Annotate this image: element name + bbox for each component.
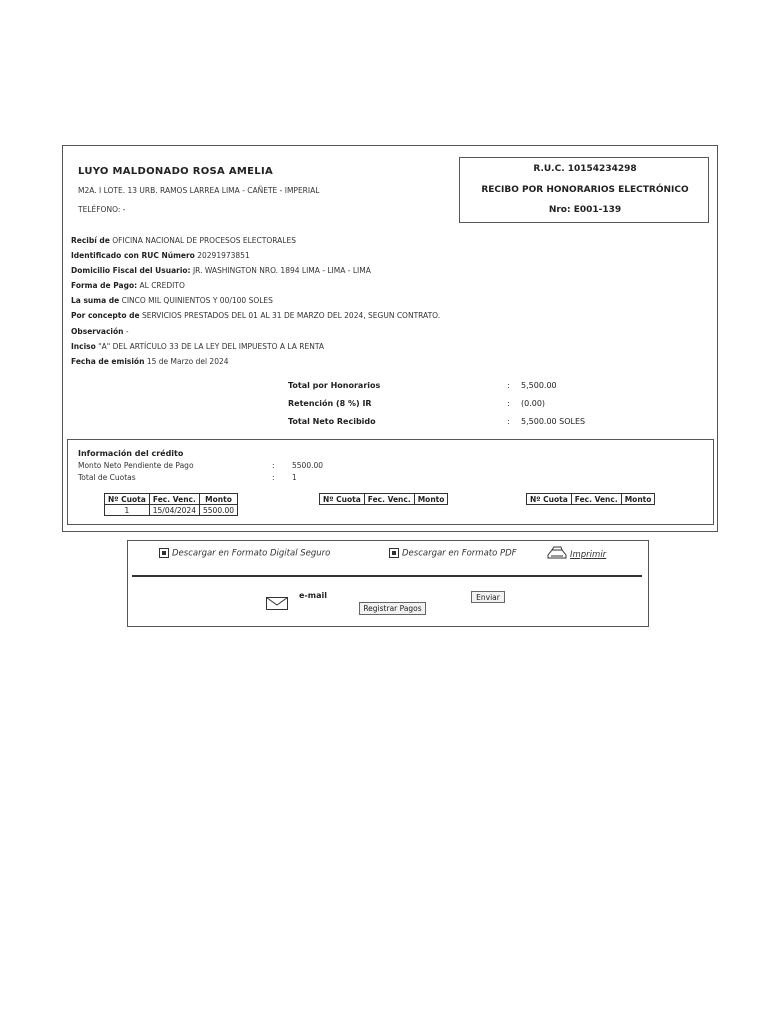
- payment-method-label: Forma de Pago:: [71, 281, 138, 290]
- retention-label: Retención (8 %) IR: [288, 399, 372, 408]
- column-header-monto: Monto: [200, 494, 238, 505]
- fecha-cell: 15/04/2024: [149, 505, 199, 516]
- table-header-row: [527, 494, 655, 505]
- download-secure-link[interactable]: [159, 548, 330, 559]
- monto-cell: 5500.00: [200, 505, 238, 516]
- amount-words-line: [71, 296, 273, 305]
- table-header-row: [320, 494, 448, 505]
- observation-label: Observación: [71, 327, 124, 336]
- envelope-icon: [266, 597, 288, 610]
- domicile-line: [71, 266, 371, 275]
- installments-label: Total de Cuotas: [78, 473, 136, 482]
- received-label: Recibí de: [71, 236, 110, 245]
- table-row: [105, 505, 238, 516]
- print-link[interactable]: [546, 546, 606, 563]
- installments-value: 1: [292, 473, 297, 482]
- client-ruc-line: [71, 251, 250, 260]
- concept-value: SERVICIOS PRESTADOS DEL 01 AL 31 DE MARZO DEL 2024, SEGUN CONTRATO.: [142, 311, 441, 320]
- concept-line: [71, 311, 440, 320]
- column-header-fecha: Fec. Venc.: [364, 494, 414, 505]
- issuer-name: LUYO MALDONADO ROSA AMELIA: [78, 166, 274, 177]
- domicile-label: Domicilio Fiscal del Usuario:: [71, 266, 191, 275]
- ruc-number: R.U.C. 10154234298: [533, 164, 637, 174]
- actions-divider: [132, 575, 642, 577]
- download-pdf-label: Descargar en Formato PDF: [402, 548, 517, 559]
- payment-method-value: AL CREDITO: [139, 281, 185, 290]
- installments-table-empty: [319, 493, 448, 505]
- total-fees-value: 5,500.00: [521, 381, 557, 390]
- installments-table-empty: [526, 493, 655, 505]
- retention-value: (0.00): [521, 399, 546, 408]
- net-total-value: 5,500.00 SOLES: [521, 417, 586, 426]
- ruc-box: [459, 157, 709, 223]
- issue-date-value: 15 de Marzo del 2024: [146, 357, 229, 366]
- download-pdf-link[interactable]: [389, 548, 517, 559]
- download-secure-label: Descargar en Formato Digital Seguro: [172, 548, 331, 559]
- column-header-cuota: Nº Cuota: [527, 494, 572, 505]
- send-button[interactable]: Enviar: [471, 591, 505, 603]
- receipt-number: Nro: E001-139: [548, 205, 622, 215]
- retention-colon: :: [507, 399, 510, 408]
- total-fees-label: Total por Honorarios: [288, 381, 381, 390]
- clause-label: Inciso: [71, 342, 96, 351]
- email-label: e-mail: [299, 591, 327, 600]
- domicile-value: JR. WASHINGTON NRO. 1894 LIMA - LIMA - LIMA: [192, 266, 371, 275]
- clause-value: "A" DEL ARTÍCULO 33 DE LA LEY DEL IMPUESTO A LA RENTA: [98, 342, 324, 351]
- column-header-monto: Monto: [621, 494, 655, 505]
- table-header-row: [105, 494, 238, 505]
- observation-line: [71, 327, 129, 336]
- column-header-cuota: Nº Cuota: [105, 494, 150, 505]
- pending-amount-value: 5500.00: [292, 461, 324, 470]
- column-header-fecha: Fec. Venc.: [571, 494, 621, 505]
- column-header-cuota: Nº Cuota: [320, 494, 365, 505]
- printer-icon: [546, 546, 568, 563]
- concept-label: Por concepto de: [71, 311, 140, 320]
- document-type: RECIBO POR HONORARIOS ELECTRÓNICO: [481, 185, 689, 195]
- received-from-line: [71, 236, 296, 245]
- register-payments-button[interactable]: Registrar Pagos: [359, 602, 426, 615]
- issue-date-label: Fecha de emisión: [71, 357, 145, 366]
- save-disk-icon: [159, 548, 169, 558]
- client-ruc-value: 20291973851: [197, 251, 250, 260]
- column-header-fecha: Fec. Venc.: [149, 494, 199, 505]
- received-value: OFICINA NACIONAL DE PROCESOS ELECTORALES: [112, 236, 296, 245]
- net-total-colon: :: [507, 417, 510, 426]
- net-total-label: Total Neto Recibido: [288, 417, 376, 426]
- total-fees-colon: :: [507, 381, 510, 390]
- column-header-monto: Monto: [414, 494, 448, 505]
- amount-words-label: La suma de: [71, 296, 120, 305]
- credit-info-title: Información del crédito: [78, 449, 184, 458]
- clause-line: [71, 342, 324, 351]
- print-label: Imprimir: [570, 550, 607, 560]
- issuer-phone: TELÉFONO: -: [78, 205, 126, 214]
- save-disk-icon: [389, 548, 399, 558]
- amount-words-value: CINCO MIL QUINIENTOS Y 00/100 SOLES: [121, 296, 273, 305]
- cuota-cell: 1: [105, 505, 150, 516]
- observation-value: -: [125, 327, 129, 336]
- client-ruc-label: Identificado con RUC Número: [71, 251, 195, 260]
- pending-amount-colon: :: [272, 461, 275, 470]
- installments-table: [104, 493, 238, 516]
- installments-colon: :: [272, 473, 275, 482]
- issue-date-line: [71, 357, 229, 366]
- issuer-address: M2A. I LOTE. 13 URB. RAMOS LARREA LIMA - CAÑETE - IMPERIAL: [78, 186, 320, 195]
- payment-method-line: [71, 281, 185, 290]
- pending-amount-label: Monto Neto Pendiente de Pago: [78, 461, 194, 470]
- email-input[interactable]: [359, 588, 459, 600]
